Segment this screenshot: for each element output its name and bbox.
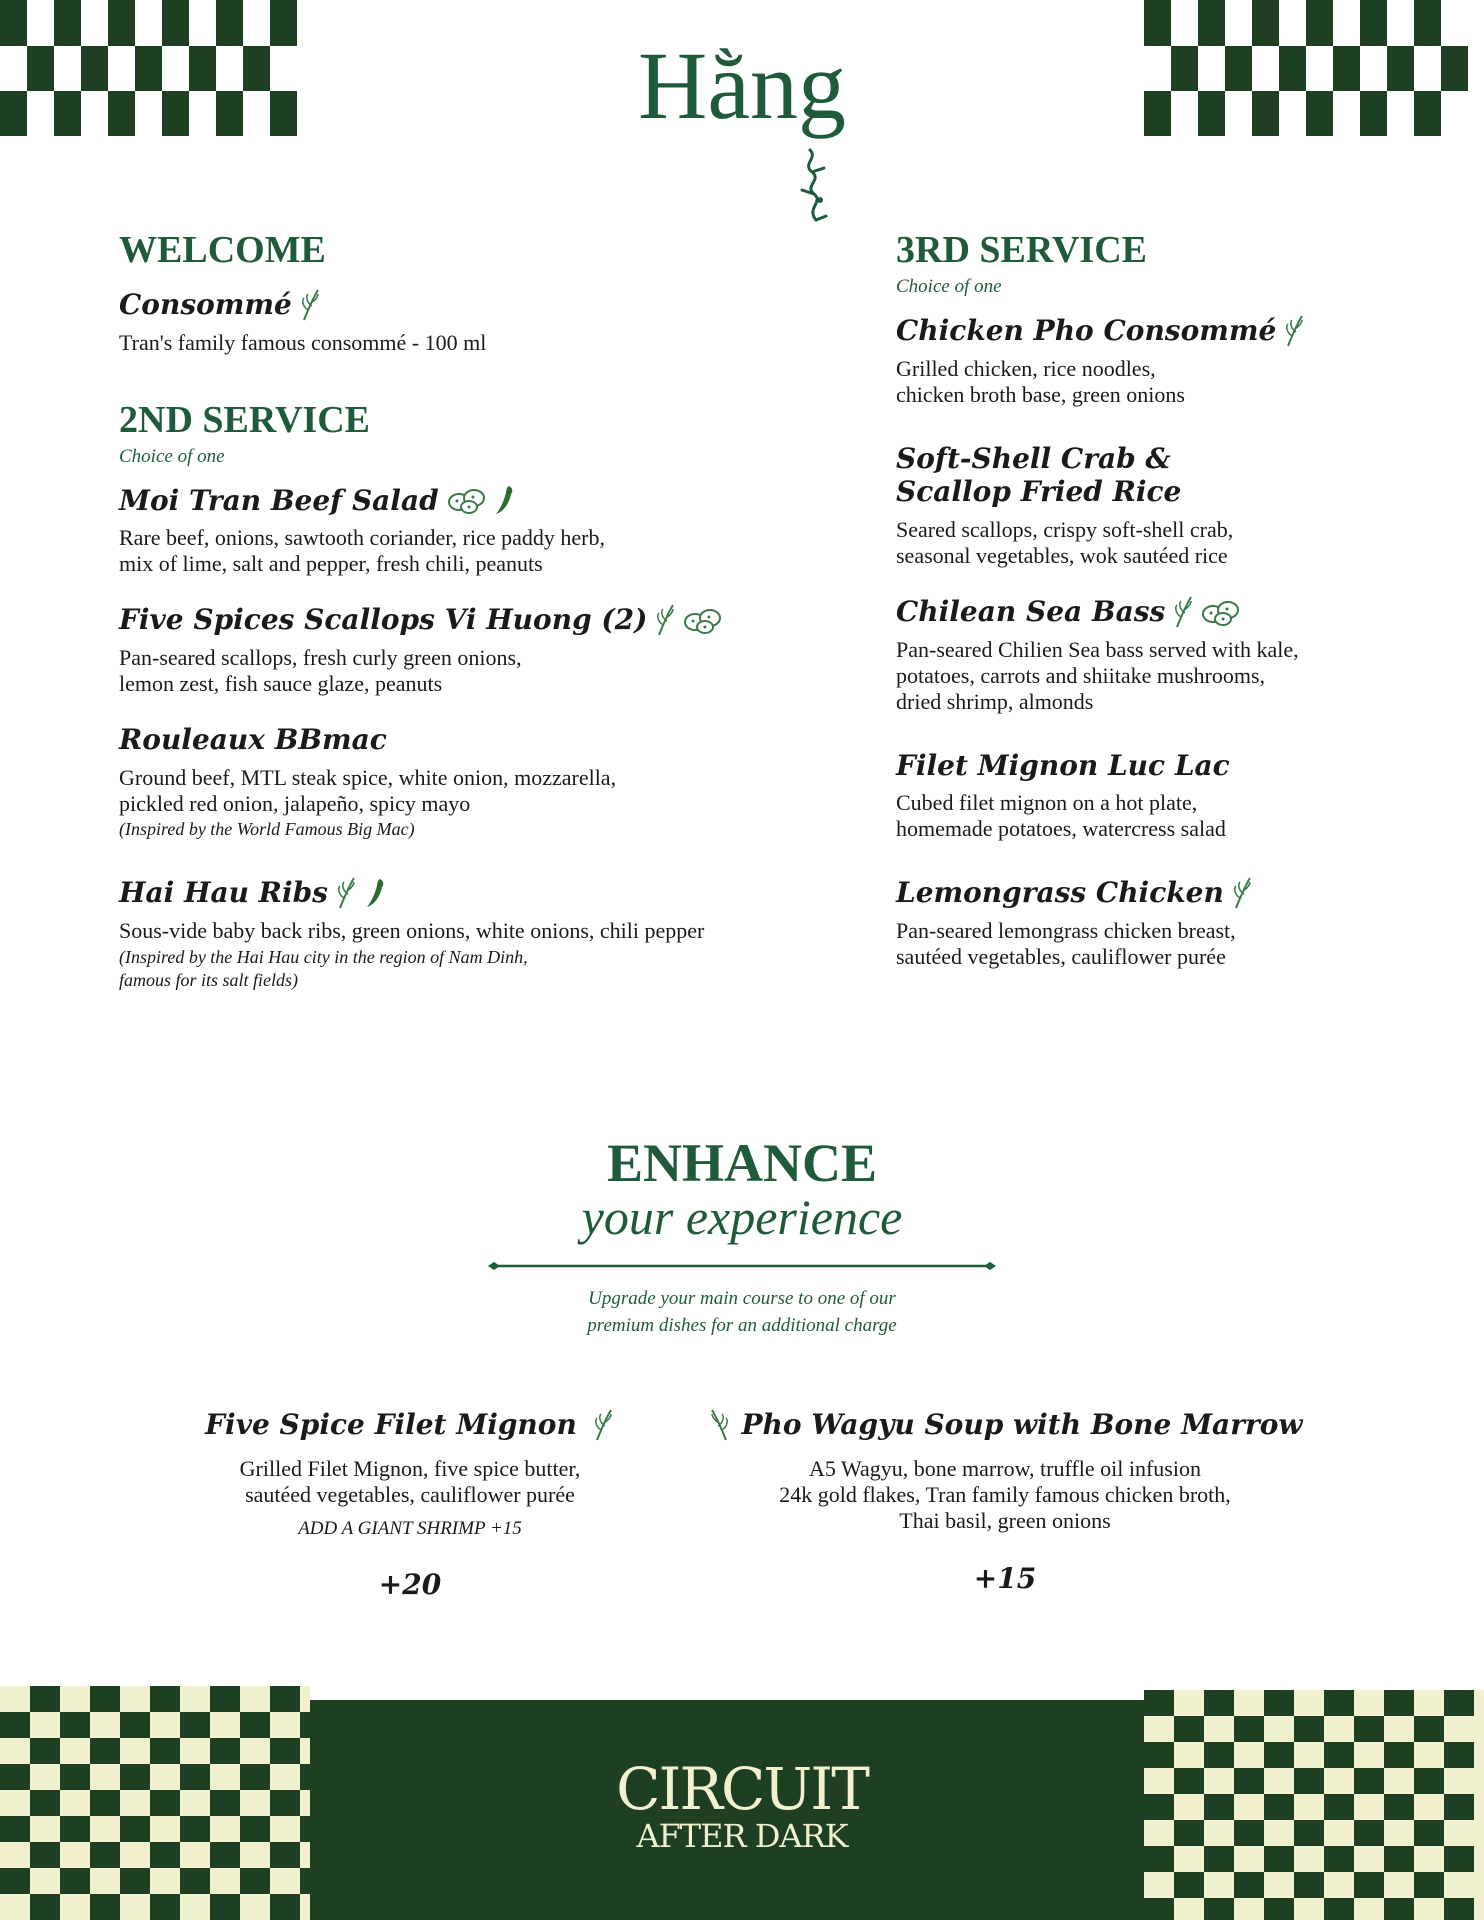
dish-name: Pho Wagyu Soup with Bone Marrow <box>741 1408 1303 1442</box>
herb-icon <box>300 288 322 322</box>
dish-description: Tran's family famous consommé - 100 ml <box>119 329 487 355</box>
enhance-note: Upgrade your main course to one of our premium dishes for an additional charge <box>587 1288 897 1336</box>
menu-item <box>119 603 839 697</box>
dish-description: Cubed filet mignon on a hot plate, homemade potatoes, watercress salad <box>896 790 1226 842</box>
menu-item <box>896 876 1416 970</box>
peanut-icon <box>683 606 723 634</box>
dish-description: Pan-seared scallops, fresh curly green onions, lemon zest, fish sauce glaze, peanuts <box>119 645 522 696</box>
enhance-subtitle: your experience <box>581 1189 903 1245</box>
herb-icon <box>1284 314 1306 348</box>
menu-item <box>896 595 1416 715</box>
dish-description: Ground beef, MTL steak spice, white onion, mozzarella, pickled red onion, jalapeño, spicy mayo <box>119 764 617 816</box>
premium-item-filet <box>150 1408 670 1601</box>
section-title-2nd-service: 2ND SERVICE <box>119 398 370 441</box>
menu-item <box>119 484 839 578</box>
dish-name: Rouleaux BBmac <box>119 722 387 756</box>
addon-note: ADD A GIANT SHRIMP +15 <box>298 1517 522 1539</box>
dragon-ornament-icon <box>796 148 832 224</box>
dish-name: Filet Mignon Luc Lac <box>896 748 1230 782</box>
dish-name: Moi Tran Beef Salad <box>119 483 439 517</box>
brand-title: Hằng <box>638 32 846 139</box>
dish-name: Hai Hau Ribs <box>119 876 328 910</box>
menu-item <box>119 288 839 356</box>
dish-description: Seared scallops, crispy soft-shell crab, seasonal vegetables, wok sautéed rice <box>896 516 1234 568</box>
menu-item <box>119 723 839 842</box>
dish-note: (Inspired by the Hai Hau city in the region of Nam Dinh, famous for its salt fields) <box>119 946 528 991</box>
herb-icon <box>708 1408 730 1442</box>
section-title-3rd-service: 3RD SERVICE <box>896 229 1147 271</box>
dish-name: Consommé <box>119 288 292 321</box>
herb-icon <box>1173 595 1195 629</box>
dish-name: Lemongrass Chicken <box>896 876 1224 910</box>
peanut-icon <box>1201 598 1241 626</box>
dish-description: Sous-vide baby back ribs, green onions, white onions, chili pepper <box>119 917 705 943</box>
footer-logo-line2: AFTER DARK <box>636 1817 848 1855</box>
dish-description: Pan-seared lemongrass chicken breast, sautéed vegetables, cauliflower purée <box>896 918 1236 970</box>
chili-icon <box>364 877 386 909</box>
right-column <box>896 230 1416 970</box>
dish-name: Five Spices Scallops Vi Huong (2) <box>119 603 648 637</box>
herb-icon <box>336 876 358 910</box>
footer-logo <box>0 1755 1484 1855</box>
herb-icon <box>1232 876 1254 910</box>
dish-description: Rare beef, onions, sawtooth coriander, rice paddy herb, mix of lime, salt and pepper, fresh chili, peanuts <box>119 525 605 577</box>
choice-note: Choice of one <box>896 275 1002 297</box>
menu-item <box>896 442 1416 569</box>
herb-icon <box>593 1408 615 1442</box>
dish-name: Five Spice Filet Mignon <box>205 1408 577 1442</box>
dish-name: Soft-Shell Crab & Scallop Fried Rice <box>896 441 1182 509</box>
dish-name: Chilean Sea Bass <box>896 595 1166 628</box>
left-column <box>119 230 839 993</box>
dish-name: Chicken Pho Consommé <box>896 314 1277 347</box>
dish-description: Grilled Filet Mignon, five spice butter, sautéed vegetables, cauliflower purée <box>239 1456 581 1507</box>
divider-rule <box>488 1260 996 1272</box>
section-title-welcome: WELCOME <box>119 229 326 271</box>
menu-item <box>119 876 839 993</box>
dish-description: Grilled chicken, rice noodles, chicken broth base, green onions <box>896 355 1185 407</box>
chili-icon <box>493 484 515 516</box>
dish-description: Pan-seared Chilien Sea bass served with kale, potatoes, carrots and shiitake mushrooms, dried shrimp, almonds <box>896 636 1299 714</box>
dish-note: (Inspired by the World Famous Big Mac) <box>119 819 415 840</box>
peanut-icon <box>447 486 487 514</box>
herb-icon <box>655 603 677 637</box>
premium-item-wagyu <box>700 1408 1310 1595</box>
menu-item <box>896 749 1416 843</box>
menu-item <box>896 314 1416 408</box>
footer-logo-line1: CIRCUIT <box>616 1755 868 1823</box>
price: +20 <box>378 1567 442 1601</box>
dish-description: A5 Wagyu, bone marrow, truffle oil infusion 24k gold flakes, Tran family famous chicken broth, Thai basil, green onions <box>779 1456 1231 1533</box>
choice-note: Choice of one <box>119 445 225 467</box>
price: +15 <box>973 1561 1037 1595</box>
enhance-title: ENHANCE <box>606 1133 878 1193</box>
